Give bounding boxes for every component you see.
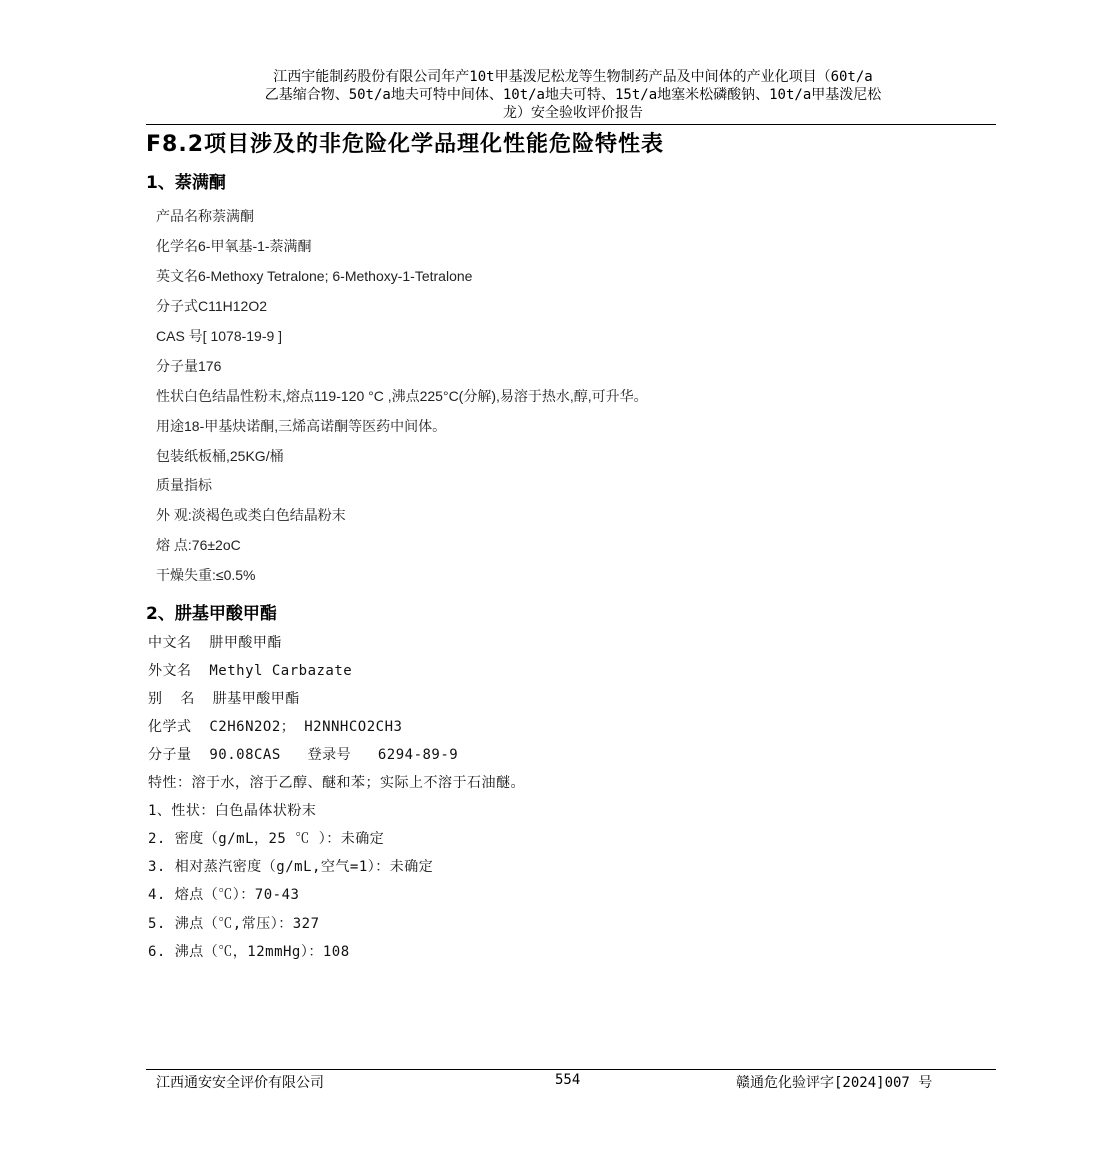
substance-1-line: 干燥失重:≤0.5% [156,567,256,583]
section-title: F8.2项目涉及的非危险化学品理化性能危险特性表 [146,132,665,157]
report-header [150,68,996,122]
substance-1-line: 包装纸板桶,25KG/桶 [156,448,284,464]
substance-1-line: 分子式C11H12O2 [156,298,268,314]
substance-1-line: CAS 号[ 1078-19-9 ] [156,328,283,344]
substance-2-line: 4. 熔点（℃）：70-43 [148,887,300,903]
substance-1-line: 熔 点:76±2oC [156,537,241,553]
substance-1-line: 产品名称萘满酮 [156,208,254,224]
header-line-1: 江西宇能制药股份有限公司年产10t甲基泼尼松龙等生物制药产品及中间体的产业化项目（60t/a [273,69,873,85]
substance-2-line: 外文名 Methyl Carbazate [148,663,353,679]
footer-divider [146,1069,996,1070]
substance-1-heading: 1、萘满酮 [146,173,226,193]
substance-2-line: 6. 沸点（℃，12mmHg）：108 [148,944,350,960]
substance-2-line: 特性：溶于水，溶于乙醇、醚和苯；实际上不溶于石油醚。 [148,775,525,791]
substance-1-line: 英文名6-Methoxy Tetralone; 6-Methoxy-1-Tetralone [156,268,473,284]
footer-doc-number: 赣通危化验评字[2024]007 号 [736,1075,933,1091]
substance-1-line: 外 观:淡褐色或类白色结晶粉末 [156,507,346,523]
substance-1-line: 质量指标 [156,477,212,493]
substance-2-line: 2. 密度（g/mL，25 ℃ ）：未确定 [148,831,385,847]
substance-2-line: 中文名 肼甲酸甲酯 [148,635,282,651]
substance-2-heading: 2、肼基甲酸甲酯 [146,604,277,624]
header-divider [146,124,996,125]
substance-1-line: 性状白色结晶性粉末,熔点119-120 °C ,沸点225°C(分解),易溶于热水,醇,可升华。 [156,388,648,404]
substance-2-line: 别 名 肼基甲酸甲酯 [148,691,300,707]
substance-2-line: 分子量 90.08CAS 登录号 6294-89-9 [148,747,459,763]
substance-1-line: 用途18-甲基炔诺酮,三烯高诺酮等医药中间体。 [156,418,447,434]
page-number: 554 [555,1072,581,1088]
header-line-3: 龙）安全验收评价报告 [503,105,643,121]
footer-company: 江西通安安全评价有限公司 [156,1075,324,1091]
substance-1-line: 分子量176 [156,358,222,374]
substance-2-line: 3. 相对蒸汽密度（g/mL,空气=1）：未确定 [148,859,434,875]
substance-2-line: 化学式 C2H6N2O2； H2NNHCO2CH3 [148,719,403,735]
substance-2-line: 5. 沸点（℃,常压）：327 [148,916,320,932]
substance-1-line: 化学名6-甲氧基-1-萘满酮 [156,238,312,254]
substance-2-line: 1、性状：白色晶体状粉末 [148,803,317,819]
header-line-2: 乙基缩合物、50t/a地夫可特中间体、10t/a地夫可特、15t/a地塞米松磷酸钠、10t/a甲基泼尼松 [264,87,882,103]
